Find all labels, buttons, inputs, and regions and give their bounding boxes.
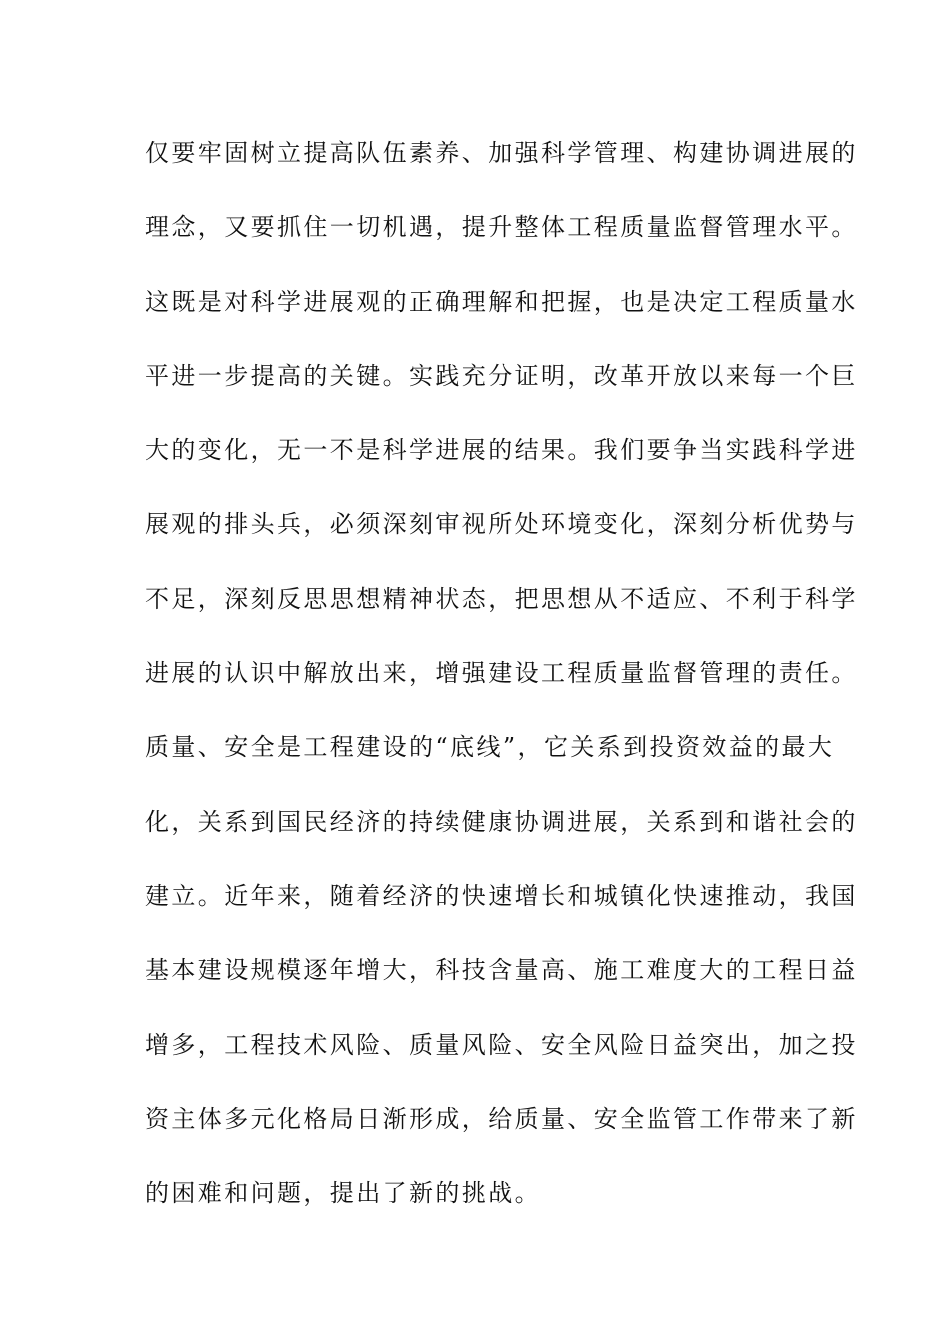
text-line: 资主体多元化格局日渐形成，给质量、安全监管工作带来了新 [145, 1104, 858, 1133]
text-line: 平进一步提高的关键。实践充分证明，改革开放以来每一个巨 [145, 361, 858, 390]
text-line: 展观的排头兵，必须深刻审视所处环境变化，深刻分析优势与 [145, 510, 858, 539]
text-line: 这既是对科学进展观的正确理解和把握，也是决定工程质量水 [145, 287, 858, 316]
body-text [145, 131, 858, 1245]
text-line: 仅要牢固树立提高队伍素养、加强科学管理、构建协调进展的 [145, 139, 858, 167]
text-line: 化，关系到国民经济的持续健康协调进展，关系到和谐社会的 [145, 807, 858, 836]
text-line: 基本建设规模逐年增大，科技含量高、施工难度大的工程日益 [145, 956, 858, 985]
text-line: 进展的认识中解放出来，增强建设工程质量监督管理的责任。 [145, 659, 858, 688]
text-line: 理念，又要抓住一切机遇，提升整体工程质量监督管理水平。 [145, 213, 858, 242]
text-line: 建立。近年来，随着经济的快速增长和城镇化快速推动，我国 [145, 881, 858, 910]
text-line: 不足，深刻反思思想精神状态，把思想从不适应、不利于科学 [145, 584, 858, 613]
text-line: 的困难和问题，提出了新的挑战。 [145, 1179, 541, 1208]
text-line: 大的变化，无一不是科学进展的结果。我们要争当实践科学进 [145, 436, 858, 465]
text-line: 增多，工程技术风险、质量风险、安全风险日益突出，加之投 [145, 1030, 858, 1059]
text-line: 质量、安全是工程建设的“底线”，它关系到投资效益的最大 [145, 733, 835, 762]
